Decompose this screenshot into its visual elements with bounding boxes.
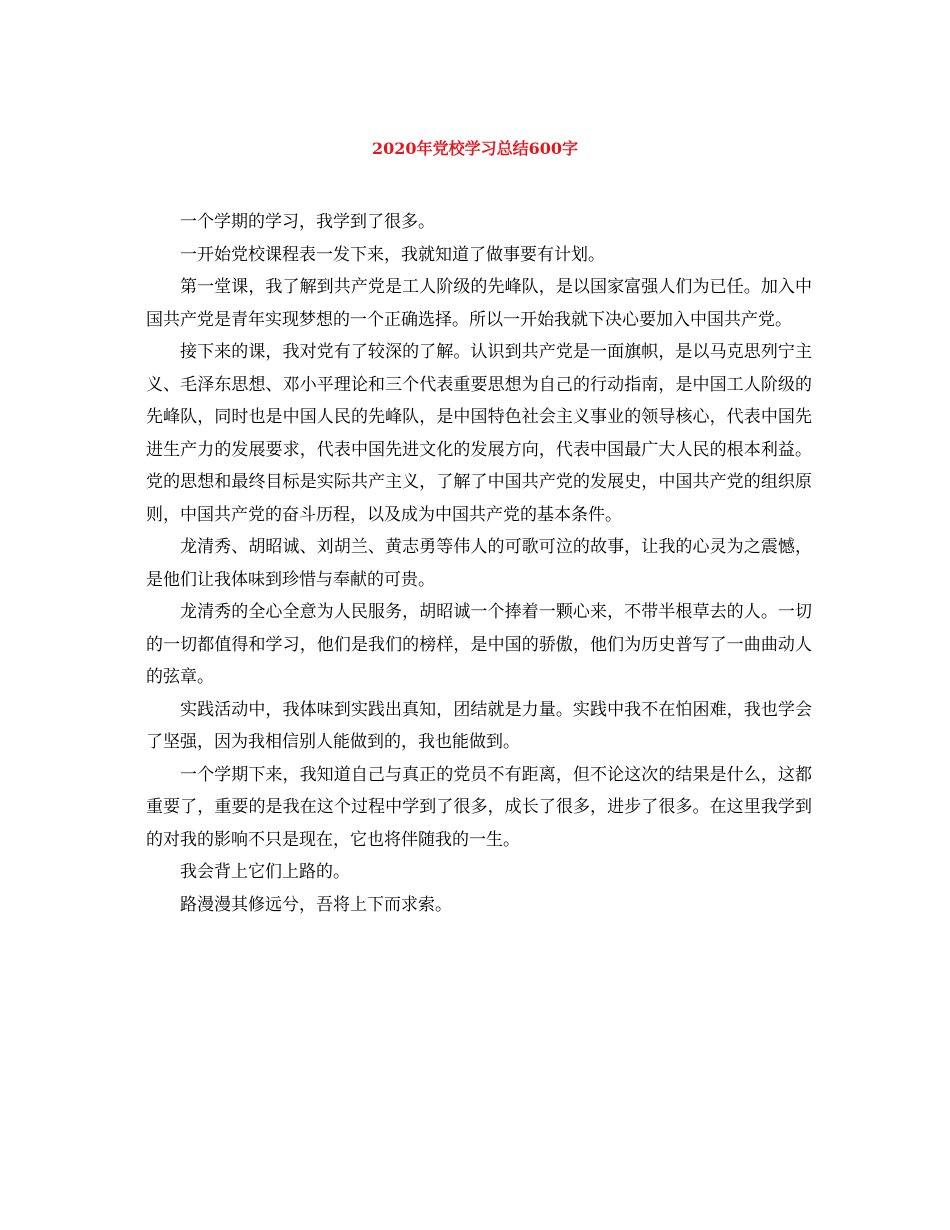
paragraph-4: 接下来的课，我对党有了较深的了解。认识到共产党是一面旗帜，是以马克思列宁主义、毛泽东思想、邓小平理论和三个代表重要思想为自己的行动指南，是中国工人阶级的先峰队，同时也是中国人民的先峰队，是中国特色社会主义事业的领导核心，代表中国先进生产力的发展要求，代表中国先进文化的发展方向，代表中国最广大人民的根本利益。党的思想和最终目标是实际共产主义，了解了中国共产党的发展史，中国共产党的组织原则，中国共产党的奋斗历程，以及成为中国共产党的基本条件。: [146, 342, 812, 525]
paragraph-2: 一开始党校课程表一发下来，我就知道了做事要有计划。: [180, 244, 605, 265]
paragraph-10: 路漫漫其修远兮，吾将上下而求索。: [180, 894, 452, 915]
paragraph-8: 一个学期下来，我知道自己与真正的党员不有距离，但不论这次的结果是什么，这都重要了，重要的是我在这个过程中学到了很多，成长了很多，进步了很多。在这里我学到的对我的影响不只是现在，它也将伴随我的一生。: [146, 764, 812, 850]
paragraph-1: 一个学期的学习，我学到了很多。: [180, 212, 435, 232]
paragraph-5: 龙清秀、胡昭诚、刘胡兰、黄志勇等伟人的可歌可泣的故事，让我的心灵为之震憾，是他们让我体味到珍惜与奉献的可贵。: [146, 537, 812, 590]
paragraph-9: 我会背上它们上路的。: [180, 862, 350, 882]
paragraph-7: 实践活动中，我体味到实践出真知，团结就是力量。实践中我不在怕困难，我也学会了坚强，因为我相信别人能做到的，我也能做到。: [146, 699, 812, 752]
document-body: [146, 206, 812, 921]
paragraph-3: 第一堂课，我了解到共产党是工人阶级的先峰队，是以国家富强人们为已任。加入中国共产党是青年实现梦想的一个正确选择。所以一开始我就下决心要加入中国共产党。: [146, 277, 812, 330]
document-title: 2020年党校学习总结600字: [372, 139, 578, 158]
paragraph-6: 龙清秀的全心全意为人民服务，胡昭诚一个捧着一颗心来，不带半根草去的人。一切的一切都值得和学习，他们是我们的榜样，是中国的骄傲，他们为历史普写了一曲曲动人的弦章。: [146, 602, 812, 687]
